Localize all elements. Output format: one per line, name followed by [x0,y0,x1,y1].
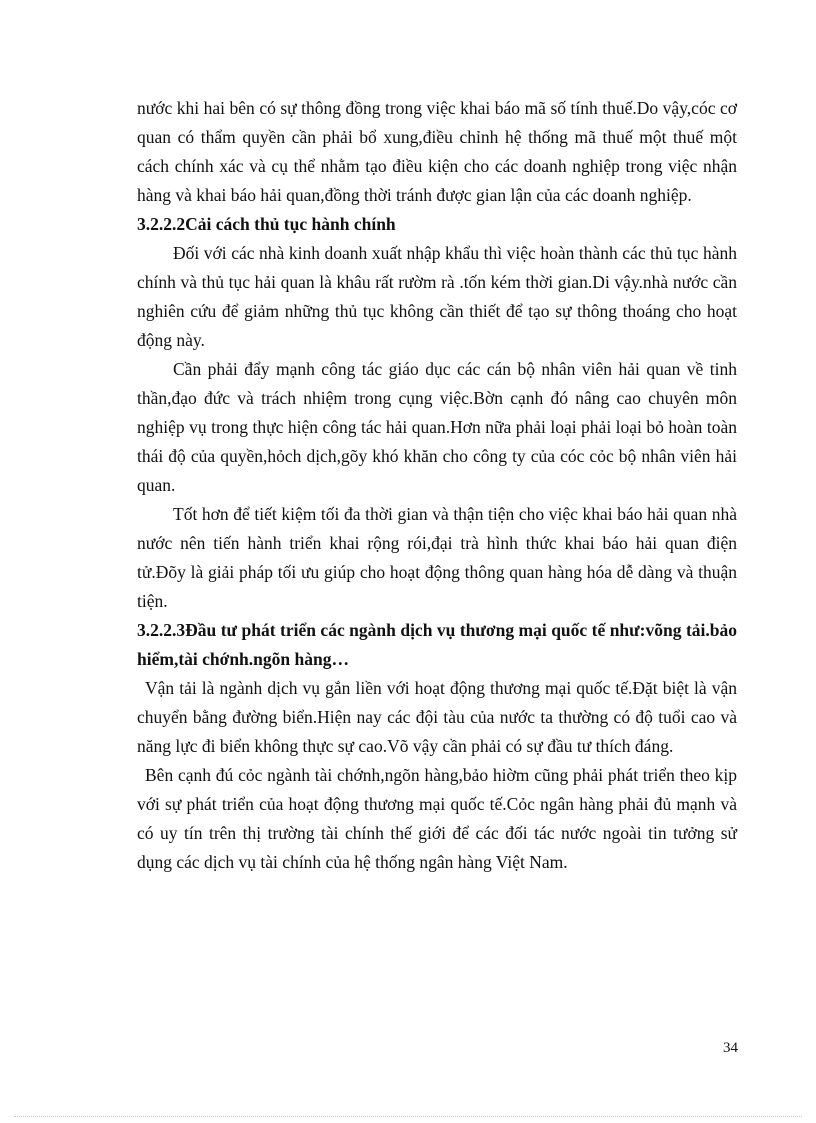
paragraph-electronic-customs: Tốt hơn để tiết kiệm tối đa thời gian và thận tiện cho việc khai báo hải quan nhà nước nên tiến hành triển khai rộng rói,đại trà hình thức khai báo hải quan điện tử.Đõy là giải pháp tối ưu giúp cho hoạt động thông quan hàng hóa dễ dàng và thuận tiện. [137,504,737,611]
paragraph-tax-code: nước khi hai bên có sự thông đồng trong việc khai báo mã số tính thuế.Do vậy,cóc cơ quan có thẩm quyền cần phải bổ xung,điều chỉnh hệ thống mã thuế một thuế một cách chính xác và cụ thể nhằm tạo điều kiện cho các doanh nghiệp trong việc nhận hàng và khai báo hải quan,đồng thời tránh được gian lận của các doanh nghiệp. [137,98,737,205]
section-heading-3-2-2-2: 3.2.2.2Cải cách thủ tục hành chính [137,214,396,234]
body-text [137,94,737,877]
paragraph-administrative-procedures: Đối với các nhà kinh doanh xuất nhập khẩu thì việc hoàn thành các thủ tục hành chính và thủ tục hải quan là khâu rất rườm rà .tốn kém thời gian.Di vậy.nhà nước cần nghiên cứu để giảm những thủ tục không cần thiết để tạo sự thông thoáng cho hoạt động này. [137,243,737,350]
paragraph-staff-education: Cần phải đẩy mạnh công tác giáo dục các cán bộ nhân viên hải quan về tinh thần,đạo đức và trách nhiệm trong cụng việc.Bờn cạnh đó nâng cao chuyên môn nghiệp vụ trong thực hiện công tác hải quan.Hơn nữa phải loại phải loại bỏ hoàn toàn thái độ của quyền,hỏch dịch,gõy khó khăn cho công ty của cóc cỏc bộ nhân viên hải quan. [137,359,737,495]
section-heading-3-2-2-3: 3.2.2.3Đầu tư phát triển các ngành dịch vụ thương mại quốc tế như:võng tải.bảo hiểm,tài chớnh.ngõn hàng… [137,620,737,669]
page-number: 34 [723,1040,738,1056]
paragraph-transport: Vận tải là ngành dịch vụ gắn liền với hoạt động thương mại quốc tế.Đặt biệt là vận chuyển bằng đường biển.Hiện nay các đội tàu của nước ta thường có độ tuổi cao và năng lực đi biển không thực sự cao.Võ vậy cần phải có sự đầu tư thích đáng. [137,678,737,756]
paragraph-finance-banking: Bên cạnh đú cỏc ngành tài chớnh,ngõn hàng,bảo hiờm cũng phải phát triển theo kịp với sự phát triển của hoạt động thương mại quốc tế.Cỏc ngân hàng phải đủ mạnh và có uy tín trên thị trường tài chính thế giới để các đối tác nước ngoài tin tưởng sử dụng các dịch vụ tài chính của hệ thống ngân hàng Việt Nam. [137,765,737,872]
page-bottom-divider [14,1116,802,1117]
